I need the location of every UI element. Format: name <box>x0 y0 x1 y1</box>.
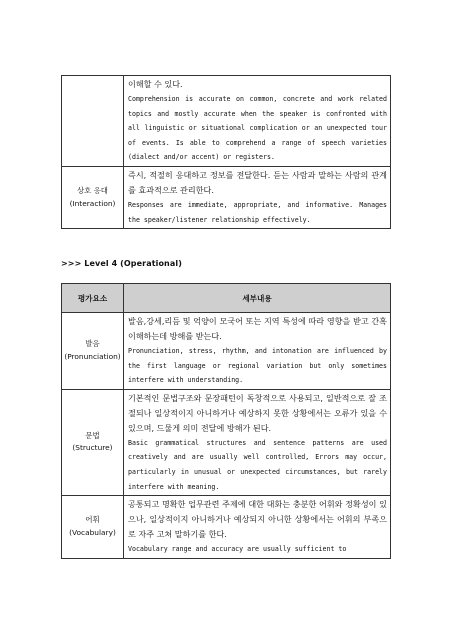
criterion-cell <box>62 313 124 390</box>
table-row <box>62 389 391 495</box>
criterion-cell <box>62 166 124 228</box>
detail-text-ko: 공통되고 명확한 업무관련 주제에 대한 대화는 충분한 어휘와 정확성이 있으나, 일상적이지 아니하거나 예상되지 아니한 상황에서는 어휘의 부족으로 자주 고쳐 말하기를 한다. <box>128 499 387 540</box>
detail-text-ko: 기본적인 문법구조와 문장패턴이 독창적으로 사용되고, 일반적으로 잘 조절되나 일상적이지 아니하거나 예상하지 못한 상황에서는 오류가 있을 수 있으며, 드물게 의미 전달에 방해가 된다. <box>128 392 387 433</box>
detail-text-en: Vocabulary range and accuracy are usually sufficient to <box>128 545 347 554</box>
criterion-label-en: (Pronunciation) <box>64 351 121 361</box>
level3-table-continued <box>61 75 391 229</box>
section-heading: >>> Level 4 (Operational) <box>61 259 182 268</box>
criterion-label-en: (Structure) <box>72 443 113 453</box>
table-row <box>62 496 391 559</box>
detail-cell <box>124 389 391 495</box>
header-detail: 세부내용 <box>124 284 391 313</box>
detail-text-en: Responses are immediate, appropriate, and informative. Manages the speaker/listener relationship effectively. <box>128 200 387 224</box>
criterion-cell <box>62 496 124 559</box>
table-header-row <box>62 284 391 313</box>
criterion-cell <box>62 76 124 167</box>
table-row <box>62 166 391 228</box>
detail-cell <box>124 166 391 228</box>
criterion-cell <box>62 389 124 495</box>
criterion-label: 상호 응대 <box>77 186 108 196</box>
detail-cell <box>124 496 391 559</box>
detail-text-ko: 즉시, 적절히 응대하고 정보를 전달한다. 듣는 사람과 말하는 사람의 관계를 효과적으로 관리한다. <box>128 169 387 195</box>
table-row <box>62 313 391 390</box>
detail-text-en: Basic grammatical structures and sentence patterns are used creatively and are usually well controlled, Errors may occur, particularly in unusual or unexpected circumstances, but rarely interfere with meaning. <box>128 438 387 491</box>
level4-table <box>61 283 391 559</box>
detail-cell <box>124 76 391 167</box>
table-row <box>62 76 391 167</box>
criterion-label: 문법 <box>85 430 100 440</box>
criterion-label: 어휘 <box>85 515 100 525</box>
detail-text-en: Comprehension is accurate on common, concrete and work related topics and mostly accurate when the speaker is confronted with all linguistic or situational complication or an unexpected tour of events. Is able to comprehend a range of speech varieties (dialect and/or accent) or registers. <box>128 95 387 162</box>
detail-text-ko: 이해할 수 있다. <box>128 79 183 89</box>
criterion-label-en: (Vocabulary) <box>69 527 116 537</box>
header-criterion: 평가요소 <box>62 284 124 313</box>
detail-text-ko: 발음,강세,리듬 및 억양이 모국어 또는 지역 특성에 따라 영향을 받고 간혹 이해하는데 방해를 받는다. <box>128 316 387 341</box>
criterion-label-en: (Interaction) <box>69 198 116 208</box>
criterion-label: 발음 <box>85 339 100 349</box>
detail-cell <box>124 313 391 390</box>
detail-text-en: Pronunciation, stress, rhythm, and intonation are influenced by the first language or regional variation but only sometimes interfere with understanding. <box>128 347 387 385</box>
